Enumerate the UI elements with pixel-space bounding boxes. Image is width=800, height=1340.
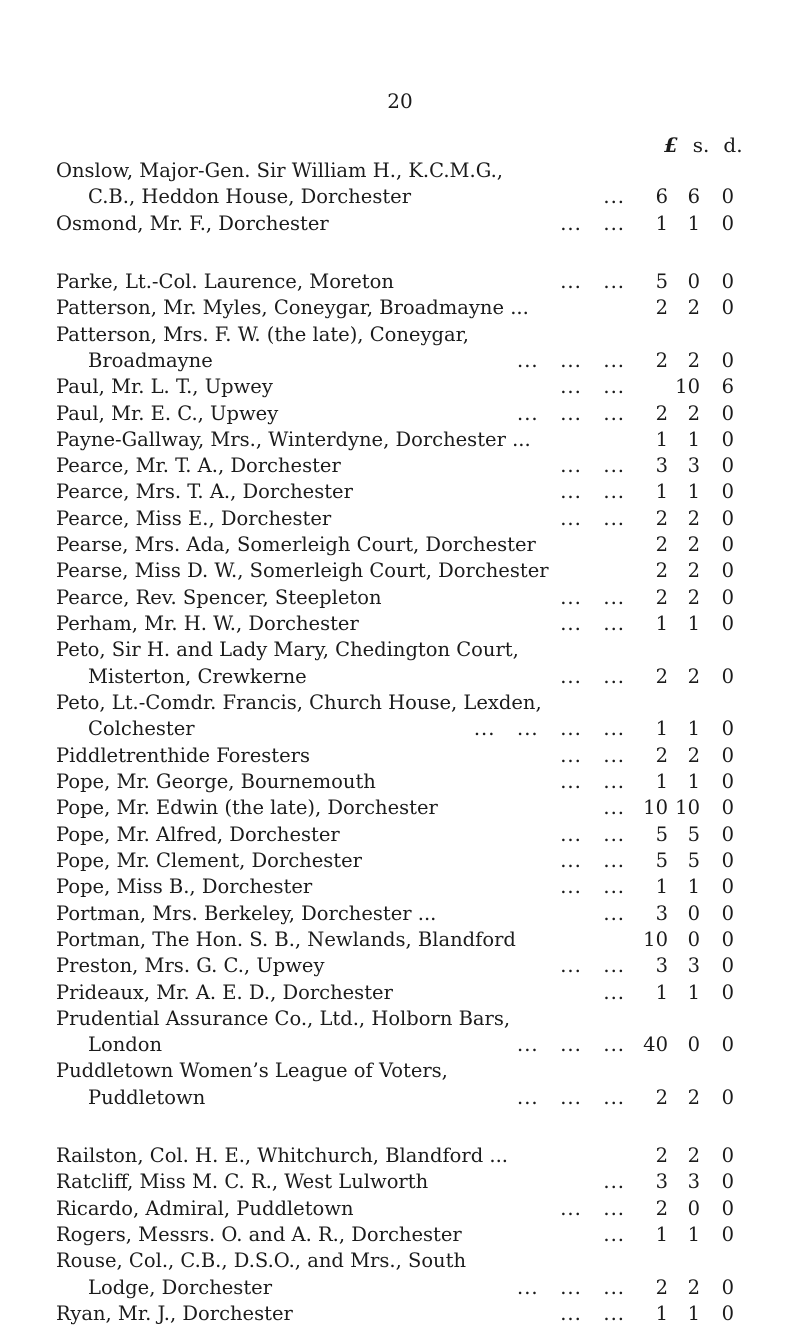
shillings-amount: 1 — [687, 769, 700, 793]
page-number: 20 — [387, 89, 413, 113]
pence-amount: 0 — [721, 980, 734, 1004]
list-item — [0, 347, 800, 375]
subscriber-name: Rogers, Messrs. O. and A. R., Dorchester — [56, 1223, 462, 1247]
pence-amount: 0 — [721, 348, 734, 372]
shillings-amount: 2 — [687, 585, 700, 609]
pounds-amount: 3 — [655, 954, 668, 978]
pounds-amount: 1 — [655, 1302, 668, 1325]
subscriber-name: Paul, Mr. L. T., Upwey — [56, 375, 273, 399]
subscriber-name: Patterson, Mrs. F. W. (the late), Coneygar, — [56, 322, 469, 346]
leader-dots: ... ... — [560, 848, 625, 872]
pence-amount: 0 — [721, 901, 734, 925]
leader-dots: ... ... — [560, 1302, 625, 1325]
pence-amount: 0 — [721, 1275, 734, 1299]
pence-amount: 0 — [721, 1223, 734, 1247]
pence-amount: 6 — [721, 375, 734, 399]
leader-dots: ... ... — [560, 211, 625, 235]
list-item — [0, 742, 800, 770]
subscriber-name: Pearce, Rev. Spencer, Steepleton — [56, 585, 382, 609]
list-item — [0, 210, 800, 238]
list-item — [0, 452, 800, 480]
subscriber-name: Puddletown — [88, 1085, 206, 1109]
subscriber-name: C.B., Heddon House, Dorchester — [88, 185, 412, 209]
list-item — [0, 1274, 800, 1302]
shillings-amount: 2 — [687, 506, 700, 530]
list-item — [0, 689, 800, 717]
subscriber-name: Parke, Lt.-Col. Laurence, Moreton — [56, 269, 394, 293]
leader-dots: ... ... — [560, 612, 625, 636]
leader-dots: ... ... — [560, 875, 625, 899]
pounds-amount: 2 — [655, 533, 668, 557]
list-item — [0, 715, 800, 743]
leader-dots: ... ... — [560, 454, 625, 478]
pence-amount: 0 — [721, 185, 734, 209]
list-item — [0, 610, 800, 638]
subscriber-name: Pearse, Miss D. W., Somerleigh Court, Dorchester — [56, 559, 549, 583]
subscriber-name: Paul, Mr. E. C., Upwey — [56, 401, 279, 425]
pounds-amount: 5 — [655, 269, 668, 293]
subscriber-name: Pope, Mr. Alfred, Dorchester — [56, 822, 340, 846]
subscriber-name: Prudential Assurance Co., Ltd., Holborn Bars, — [56, 1006, 511, 1030]
list-item — [0, 1221, 800, 1249]
shillings-amount: 1 — [687, 875, 700, 899]
leader-dots: ... ... — [560, 506, 625, 530]
list-item — [0, 294, 800, 322]
subscriber-name: Ricardo, Admiral, Puddletown — [56, 1196, 354, 1220]
subscriber-name: London — [88, 1033, 163, 1057]
subscriber-name: Ratcliff, Miss M. C. R., West Lulworth — [56, 1170, 429, 1194]
list-item — [0, 557, 800, 585]
subscriber-name: Pope, Mr. Clement, Dorchester — [56, 848, 362, 872]
subscriber-name: Preston, Mrs. G. C., Upwey — [56, 954, 325, 978]
shillings-amount: 2 — [687, 533, 700, 557]
shillings-amount: 2 — [687, 559, 700, 583]
list-item — [0, 157, 800, 185]
pounds-amount: 2 — [655, 1085, 668, 1109]
list-item — [0, 1300, 800, 1328]
shillings-amount: 2 — [687, 1144, 700, 1168]
list-item — [0, 531, 800, 559]
pounds-amount: 2 — [655, 401, 668, 425]
shillings-amount: 1 — [687, 427, 700, 451]
shillings-amount: 2 — [687, 348, 700, 372]
leader-dots: ... ... — [560, 743, 625, 767]
pounds-amount: 2 — [655, 296, 668, 320]
shillings-amount: 10 — [675, 375, 700, 399]
pence-amount: 0 — [721, 269, 734, 293]
leader-dots: ... ... — [560, 769, 625, 793]
subscriber-name: Puddletown Women’s League of Voters, — [56, 1059, 448, 1083]
leader-dots: ... ... ... — [517, 1033, 625, 1057]
leader-dots: ... ... — [560, 269, 625, 293]
pounds-amount: 1 — [655, 717, 668, 741]
list-item — [0, 183, 800, 211]
shillings-amount: 1 — [687, 1302, 700, 1325]
pounds-amount: 1 — [655, 875, 668, 899]
shillings-amount: 1 — [687, 612, 700, 636]
pence-amount: 0 — [721, 1033, 734, 1057]
subscriber-name: Pope, Miss B., Dorchester — [56, 875, 313, 899]
leader-dots: ... ... ... — [517, 401, 625, 425]
subscriber-name: Railston, Col. H. E., Whitchurch, Blandford ... — [56, 1144, 508, 1168]
pounds-amount: 5 — [655, 822, 668, 846]
pounds-amount: 2 — [655, 348, 668, 372]
leader-dots: ... — [603, 1170, 625, 1194]
subscriber-name: Peto, Sir H. and Lady Mary, Chedington Court, — [56, 638, 519, 662]
list-item — [0, 1142, 800, 1170]
shillings-amount: 6 — [687, 185, 700, 209]
shillings-amount: 0 — [687, 269, 700, 293]
shillings-amount: 0 — [687, 1196, 700, 1220]
list-item — [0, 847, 800, 875]
shillings-amount: 1 — [687, 717, 700, 741]
shillings-amount: 0 — [687, 927, 700, 951]
pence-amount: 0 — [721, 954, 734, 978]
pence-amount: 0 — [721, 427, 734, 451]
list-item — [0, 821, 800, 849]
list-item — [0, 1031, 800, 1059]
leader-dots: ... — [603, 1223, 625, 1247]
subscriber-name: Osmond, Mr. F., Dorchester — [56, 211, 329, 235]
pounds-amount: 1 — [655, 980, 668, 1004]
pence-amount: 0 — [721, 585, 734, 609]
subscriber-name: Portman, Mrs. Berkeley, Dorchester ... — [56, 901, 437, 925]
shillings-amount: 3 — [687, 954, 700, 978]
leader-dots: ... ... — [560, 822, 625, 846]
pence-amount: 0 — [721, 743, 734, 767]
shillings-header: s. — [692, 133, 710, 157]
list-item — [0, 1247, 800, 1275]
pence-amount: 0 — [721, 1302, 734, 1325]
subscriber-name: Prideaux, Mr. A. E. D., Dorchester — [56, 980, 393, 1004]
pounds-amount: 1 — [655, 480, 668, 504]
shillings-amount: 0 — [687, 901, 700, 925]
pence-header: d. — [723, 133, 743, 157]
shillings-amount: 2 — [687, 1085, 700, 1109]
pounds-amount: 1 — [655, 1223, 668, 1247]
list-item — [0, 426, 800, 454]
pence-amount: 0 — [721, 1085, 734, 1109]
leader-dots: ... — [603, 185, 625, 209]
pence-amount: 0 — [721, 454, 734, 478]
leader-dots: ... — [603, 901, 625, 925]
pounds-amount: 5 — [655, 848, 668, 872]
list-item — [0, 1195, 800, 1223]
pounds-amount: 2 — [655, 506, 668, 530]
pounds-amount: 3 — [655, 1170, 668, 1194]
subscriber-name: Colchester — [88, 717, 195, 741]
list-item — [0, 1168, 800, 1196]
shillings-amount: 5 — [687, 848, 700, 872]
pounds-amount: 2 — [655, 559, 668, 583]
pence-amount: 0 — [721, 822, 734, 846]
pence-amount: 0 — [721, 559, 734, 583]
shillings-amount: 5 — [687, 822, 700, 846]
subscriber-name: Misterton, Crewkerne — [88, 664, 307, 688]
shillings-amount: 10 — [675, 796, 700, 820]
list-item — [0, 926, 800, 954]
subscriber-name: Pearce, Miss E., Dorchester — [56, 506, 332, 530]
list-item — [0, 584, 800, 612]
pounds-header: £ — [664, 133, 678, 157]
subscriber-name: Piddletrenthide Foresters — [56, 743, 310, 767]
pounds-amount: 1 — [655, 769, 668, 793]
subscriber-name: Portman, The Hon. S. B., Newlands, Blandford — [56, 927, 516, 951]
shillings-amount: 2 — [687, 401, 700, 425]
pounds-amount: 1 — [655, 612, 668, 636]
list-item — [0, 478, 800, 506]
pence-amount: 0 — [721, 211, 734, 235]
pence-amount: 0 — [721, 927, 734, 951]
pence-amount: 0 — [721, 533, 734, 557]
pence-amount: 0 — [721, 1170, 734, 1194]
leader-dots: ... ... ... — [517, 1085, 625, 1109]
leader-dots: ... ... — [560, 375, 625, 399]
shillings-amount: 3 — [687, 454, 700, 478]
leader-dots: ... ... — [560, 480, 625, 504]
leader-dots: ... ... — [560, 664, 625, 688]
subscriber-name: Broadmayne — [88, 348, 213, 372]
list-item — [0, 505, 800, 533]
shillings-amount: 1 — [687, 1223, 700, 1247]
pounds-amount: 40 — [643, 1033, 668, 1057]
subscriber-name: Ryan, Mr. J., Dorchester — [56, 1302, 293, 1325]
subscriber-name: Perham, Mr. H. W., Dorchester — [56, 612, 359, 636]
pounds-amount: 6 — [655, 185, 668, 209]
list-item — [0, 373, 800, 401]
shillings-amount: 2 — [687, 296, 700, 320]
pounds-amount: 3 — [655, 454, 668, 478]
list-item — [0, 979, 800, 1007]
shillings-amount: 0 — [687, 1033, 700, 1057]
list-item — [0, 663, 800, 691]
pence-amount: 0 — [721, 875, 734, 899]
list-item — [0, 1005, 800, 1033]
pounds-amount: 2 — [655, 1144, 668, 1168]
pounds-amount: 2 — [655, 585, 668, 609]
pence-amount: 0 — [721, 848, 734, 872]
subscriber-name: Rouse, Col., C.B., D.S.O., and Mrs., South — [56, 1249, 467, 1273]
shillings-amount: 1 — [687, 211, 700, 235]
leader-dots: ... ... ... — [517, 1275, 625, 1299]
pence-amount: 0 — [721, 480, 734, 504]
list-item — [0, 873, 800, 901]
pence-amount: 0 — [721, 1144, 734, 1168]
list-item — [0, 636, 800, 664]
leader-dots: ... — [603, 980, 625, 1004]
subscriber-name: Patterson, Mr. Myles, Coneygar, Broadmayne ... — [56, 296, 529, 320]
list-item — [0, 321, 800, 349]
list-item — [0, 768, 800, 796]
pounds-amount: 1 — [655, 427, 668, 451]
leader-dots: ... ... ... ... — [473, 717, 625, 741]
pence-amount: 0 — [721, 506, 734, 530]
pence-amount: 0 — [721, 1196, 734, 1220]
list-item — [0, 400, 800, 428]
list-item — [0, 1084, 800, 1112]
list-item — [0, 794, 800, 822]
pence-amount: 0 — [721, 664, 734, 688]
shillings-amount: 1 — [687, 480, 700, 504]
shillings-amount: 2 — [687, 1275, 700, 1299]
subscriber-name: Pearce, Mrs. T. A., Dorchester — [56, 480, 353, 504]
pounds-amount: 10 — [643, 796, 668, 820]
shillings-amount: 2 — [687, 743, 700, 767]
leader-dots: ... ... ... — [517, 348, 625, 372]
pence-amount: 0 — [721, 296, 734, 320]
subscriber-name: Pearce, Mr. T. A., Dorchester — [56, 454, 341, 478]
list-item — [0, 1057, 800, 1085]
subscriber-name: Pope, Mr. Edwin (the late), Dorchester — [56, 796, 438, 820]
list-item — [0, 900, 800, 928]
subscriber-name: Lodge, Dorchester — [88, 1275, 273, 1299]
shillings-amount: 1 — [687, 980, 700, 1004]
pence-amount: 0 — [721, 401, 734, 425]
amount-column-headers — [0, 131, 800, 159]
pounds-amount: 1 — [655, 211, 668, 235]
shillings-amount: 3 — [687, 1170, 700, 1194]
list-item — [0, 268, 800, 296]
pence-amount: 0 — [721, 717, 734, 741]
pounds-amount: 3 — [655, 901, 668, 925]
subscriber-name: Payne-Gallway, Mrs., Winterdyne, Dorchester ... — [56, 427, 531, 451]
leader-dots: ... ... — [560, 1196, 625, 1220]
list-item — [0, 952, 800, 980]
pence-amount: 0 — [721, 796, 734, 820]
subscriber-name: Pope, Mr. George, Bournemouth — [56, 769, 376, 793]
subscriber-name: Onslow, Major-Gen. Sir William H., K.C.M.G., — [56, 159, 503, 182]
leader-dots: ... ... — [560, 954, 625, 978]
subscriber-name: Pearse, Mrs. Ada, Somerleigh Court, Dorchester — [56, 533, 536, 557]
pounds-amount: 2 — [655, 1275, 668, 1299]
pounds-amount: 2 — [655, 1196, 668, 1220]
pence-amount: 0 — [721, 612, 734, 636]
leader-dots: ... ... — [560, 585, 625, 609]
subscriber-name: Peto, Lt.-Comdr. Francis, Church House, Lexden, — [56, 691, 542, 715]
pence-amount: 0 — [721, 769, 734, 793]
pounds-amount: 2 — [655, 664, 668, 688]
pounds-amount: 2 — [655, 743, 668, 767]
shillings-amount: 2 — [687, 664, 700, 688]
pounds-amount: 10 — [643, 927, 668, 951]
leader-dots: ... — [603, 796, 625, 820]
